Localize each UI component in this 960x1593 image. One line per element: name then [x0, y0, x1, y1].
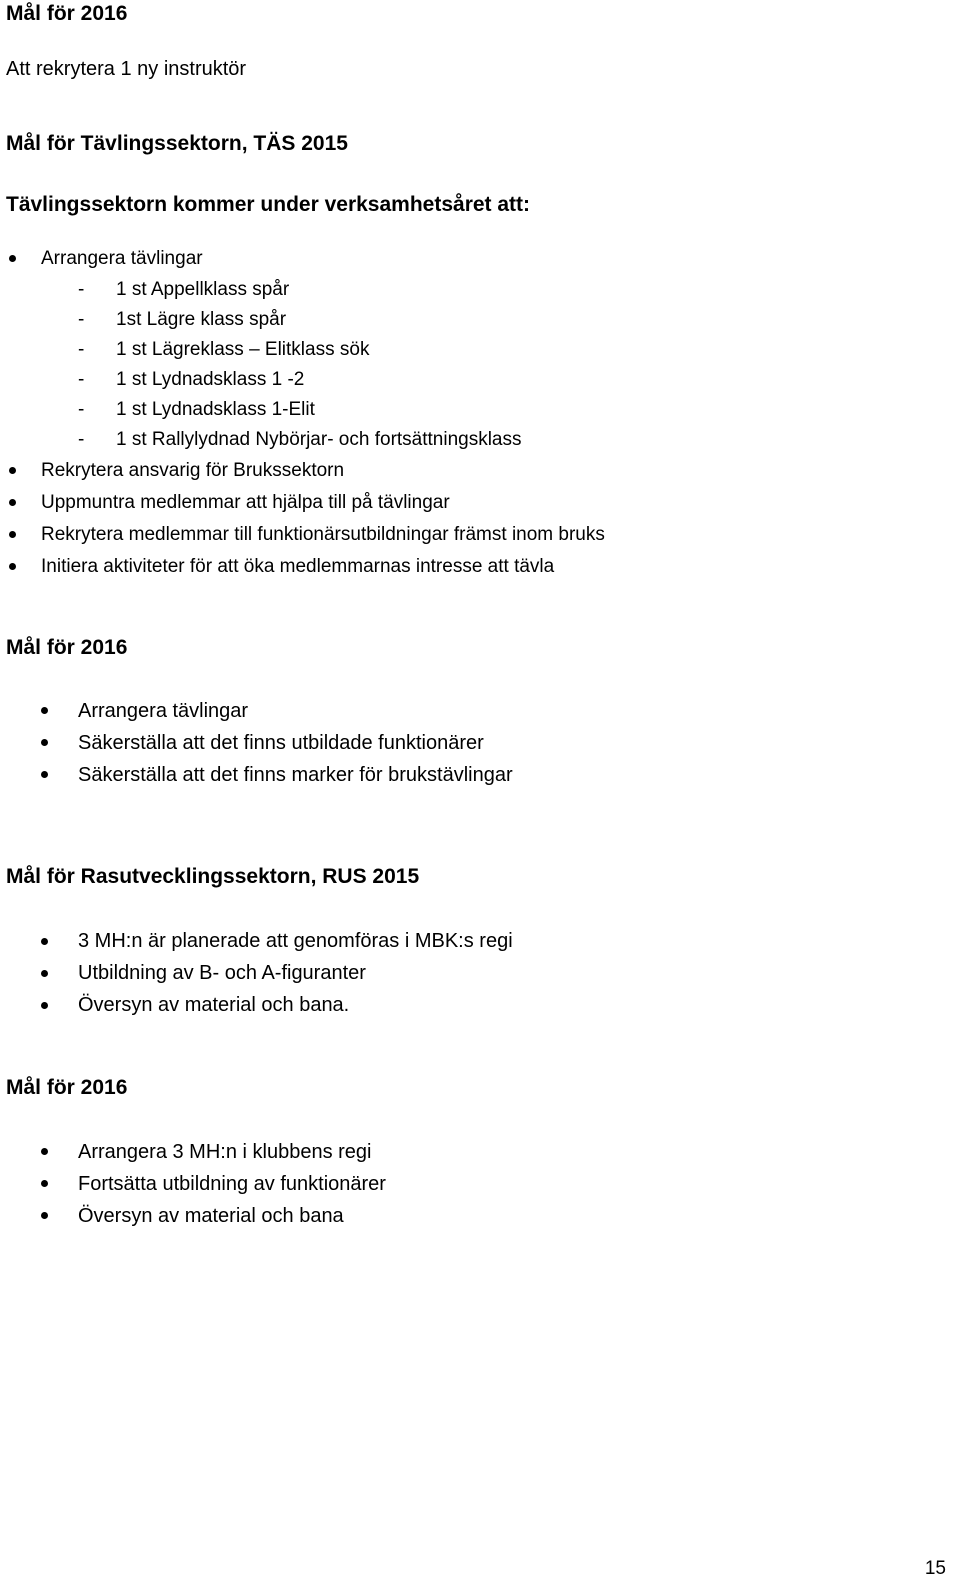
- bullet-icon: [41, 1180, 48, 1187]
- list-item: 1 st Rallylydnad Nybörjar- och fortsättningsklass: [116, 429, 522, 450]
- list-item: Uppmuntra medlemmar att hjälpa till på tävlingar: [41, 492, 450, 513]
- list-item: Arrangera tävlingar: [78, 700, 249, 722]
- list-item: 3 MH:n är planerade att genomföras i MBK:s regi: [78, 930, 513, 952]
- list-item: Översyn av material och bana: [78, 1205, 344, 1227]
- bullet-icon: [41, 739, 48, 746]
- bullet-icon: [41, 707, 48, 714]
- heading-mal-2016-2: Mål för 2016: [6, 636, 128, 659]
- dash-marker: -: [78, 309, 85, 330]
- bullet-icon: [41, 1212, 48, 1219]
- bullet-icon: [41, 1148, 48, 1155]
- list-item: Arrangera tävlingar: [41, 248, 203, 269]
- heading-mal-2016-1: Mål för 2016: [6, 2, 128, 25]
- heading-mal-2016-3: Mål för 2016: [6, 1076, 128, 1099]
- list-item: 1 st Appellklass spår: [116, 279, 290, 300]
- list-item: Säkerställa att det finns marker för brukstävlingar: [78, 764, 513, 786]
- list-item: Initiera aktiviteter för att öka medlemmarnas intresse att tävla: [41, 556, 555, 577]
- list-item: 1 st Lydnadsklass 1-Elit: [116, 399, 315, 420]
- bullet-icon: [41, 771, 48, 778]
- heading-rus-2015: Mål för Rasutvecklingssektorn, RUS 2015: [6, 865, 420, 888]
- dash-marker: -: [78, 429, 85, 450]
- list-item: 1st Lägre klass spår: [116, 309, 287, 330]
- list-item: Översyn av material och bana.: [78, 994, 350, 1016]
- list-item: 1 st Lägreklass – Elitklass sök: [116, 339, 370, 360]
- dash-marker: -: [78, 339, 85, 360]
- dash-marker: -: [78, 279, 85, 300]
- list-item: Rekrytera medlemmar till funktionärsutbildningar främst inom bruks: [41, 524, 605, 545]
- bullet-icon: [9, 255, 16, 262]
- heading-tas-intro: Tävlingssektorn kommer under verksamhetsåret att:: [6, 193, 531, 216]
- bullet-icon: [9, 531, 16, 538]
- page-number: 15: [924, 1558, 946, 1579]
- list-item: Säkerställa att det finns utbildade funktionärer: [78, 732, 484, 754]
- bullet-icon: [41, 1002, 48, 1009]
- bullet-icon: [9, 499, 16, 506]
- dash-marker: -: [78, 369, 85, 390]
- heading-tas-2015: Mål för Tävlingssektorn, TÄS 2015: [6, 132, 348, 155]
- bullet-icon: [41, 938, 48, 945]
- paragraph-rekrytera-instruktor: Att rekrytera 1 ny instruktör: [6, 58, 247, 80]
- list-item: 1 st Lydnadsklass 1 -2: [116, 369, 305, 390]
- bullet-icon: [41, 970, 48, 977]
- list-item: Utbildning av B- och A-figuranter: [78, 962, 366, 984]
- dash-marker: -: [78, 399, 85, 420]
- list-item: Rekrytera ansvarig för Brukssektorn: [41, 460, 345, 481]
- list-item: Arrangera 3 MH:n i klubbens regi: [78, 1141, 372, 1163]
- bullet-icon: [9, 563, 16, 570]
- list-item: Fortsätta utbildning av funktionärer: [78, 1173, 386, 1195]
- bullet-icon: [9, 467, 16, 474]
